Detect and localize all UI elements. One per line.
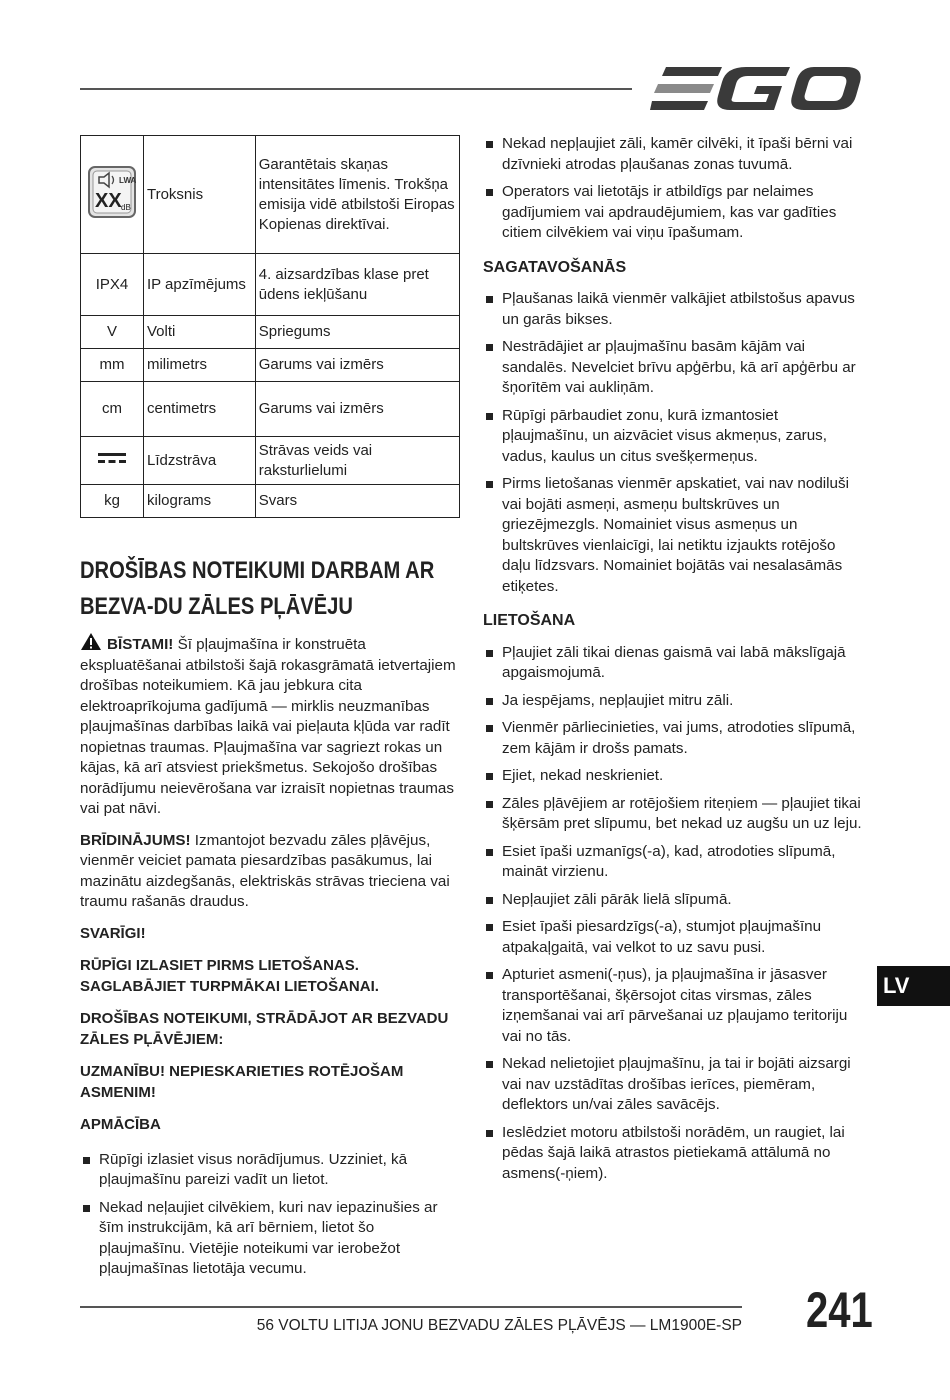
left-column <box>80 632 460 1287</box>
list-item: Rūpīgi pārbaudiet zonu, kurā izmantosiet pļaujmašīnu, un aizvāciet visus akmeņus, zarus, vadus, kaulus un citus svešķermeņus. <box>483 406 868 468</box>
table-row <box>81 485 460 518</box>
page-number: 241 <box>806 1282 873 1338</box>
symbol-name: centimetrs <box>143 382 255 437</box>
symbol-description: Spriegums <box>255 316 459 349</box>
footer-text: 56 VOLTU LITIJA JONU BEZVADU ZĀLES PĻĀVĒJS — LM1900E-SP <box>256 1317 742 1334</box>
general-list <box>483 134 868 244</box>
noise-level-icon <box>87 165 137 219</box>
symbol-cell <box>81 437 144 485</box>
table-row <box>81 316 460 349</box>
list-item: Esiet īpaši uzmanīgs(-a), kad, atrodoties slīpumā, maināt virzienu. <box>483 842 868 883</box>
language-tab: LV <box>877 966 950 1006</box>
list-item: Vienmēr pārliecinieties, vai jums, atrodoties slīpumā, zem kājām ir drošs pamats. <box>483 718 868 759</box>
list-item: Pļaušanas laikā vienmēr valkājiet atbilstošus apavus un garās bikses. <box>483 289 868 330</box>
operation-list <box>483 643 868 1185</box>
training-heading: APMĀCĪBA <box>80 1116 161 1133</box>
section-title: DROŠĪBAS NOTEIKUMI DARBAM AR BEZVA-DU ZĀLES PĻĀVĒJU <box>80 557 435 620</box>
symbol-description: Svars <box>255 485 459 518</box>
list-item: Nestrādājiet ar pļaujmašīnu basām kājām vai sandalēs. Nevelciet brīvu apģērbu, kā arī apģērbu ar šņorītēm vai aukliņām. <box>483 337 868 399</box>
table-row <box>81 254 460 316</box>
warning-text: Izmantojot bezvadu zāles pļāvējus, vienmēr veiciet pamata piesardzības pasākumus, lai mazinātu aizdegšanās, elektriskās strāvas trieciena vai traumu rašanās draudus. <box>80 831 450 910</box>
important-heading: SVARĪGI! <box>80 924 146 942</box>
danger-paragraph <box>80 632 460 820</box>
symbols-table <box>80 135 460 518</box>
symbol-description: 4. aizsardzības klase pret ūdens iekļūšanu <box>255 254 459 316</box>
header-rule <box>80 88 632 90</box>
list-item: Nekad nepļaujiet zāli, kamēr cilvēki, it īpaši bērni vai dzīvnieki atrodas pļaušanas zonas tuvumā. <box>483 134 868 175</box>
symbol-cell: kg <box>81 485 144 518</box>
list-item: Ja iespējams, nepļaujiet mitru zāli. <box>483 691 868 712</box>
list-item: Nekad nelietojiet pļaujmašīnu, ja tai ir bojāti aizsargi vai nav uzstādītas drošības ierīces, piemēram, deflektors un/vai zāles savācējs. <box>483 1054 868 1116</box>
symbol-description: Garantētais skaņas intensitātes līmenis. Trokšņa emisija vidē atbilstoši Eiropas Kopienas direktīvai. <box>255 136 459 254</box>
symbol-name: Troksnis <box>143 136 255 254</box>
symbol-cell: IPX4 <box>81 254 144 316</box>
list-item: Operators vai lietotājs ir atbildīgs par nelaimes gadījumiem vai apdraudējumiem, kas var gadīties citiem cilvēkiem vai viņu īpašumam. <box>483 182 868 244</box>
list-item: Ieslēdziet motoru atbilstoši norādēm, un raugiet, lai pēdas šajā laikā atrastos pietiekamā attālumā no asmens(-ņiem). <box>483 1123 868 1185</box>
svg-text:LWA: LWA <box>118 175 137 185</box>
danger-text: Šī pļaujmašīna ir konstruēta ekspluatēšanai atbilstoši šajā rokasgrāmatā ietvertajiem drošības noteikumiem. Kā jau jebkura cita elektroaprīkojuma gadījumā — mirklis neuzmanības pļaujmašīnas darbības laikā vai pieļauta kļūda var radīt nopietnas traumas. Pļaujmašīna var sagriezt rokas un kājas, kā arī atsviest priekšmetus. Sekojošo drošības norādījumu neievērošana var izraisīt nopietnas traumas vai pat nāvi. <box>80 636 456 817</box>
symbol-name: kilograms <box>143 485 255 518</box>
warning-triangle-icon <box>80 632 102 651</box>
symbol-description: Strāvas veids vai raksturlielumi <box>255 437 459 485</box>
symbol-cell: cm <box>81 382 144 437</box>
svg-text:dB: dB <box>120 202 131 212</box>
direct-current-icon <box>97 451 127 465</box>
list-item: Nekad neļaujiet cilvēkiem, kuri nav iepazinušies ar šīm instrukcijām, kā arī bērniem, lietot šo pļaujmašīnu. Vietējie noteikumi var ierobežot pļaujmašīnas lietotāja vecumu. <box>80 1198 460 1280</box>
list-item: Pļaujiet zāli tikai dienas gaismā vai labā mākslīgajā apgaismojumā. <box>483 643 868 684</box>
ego-logo <box>650 64 862 114</box>
operation-heading: LIETOŠANA <box>483 612 576 629</box>
read-before-heading: RŪPĪGI IZLASIET PIRMS LIETOŠANAS. SAGLABĀJIET TURPMĀKAI LIETOŠANAI. <box>80 957 379 995</box>
symbol-description: Garums vai izmērs <box>255 349 459 382</box>
right-column <box>483 134 868 1191</box>
symbol-cell: mm <box>81 349 144 382</box>
training-list <box>80 1150 460 1280</box>
list-item: Ejiet, nekad neskrieniet. <box>483 766 868 787</box>
symbol-name: Līdzstrāva <box>143 437 255 485</box>
list-item: Nepļaujiet zāli pārāk lielā slīpumā. <box>483 890 868 911</box>
list-item: Esiet īpaši piesardzīgs(-a), stumjot pļaujmašīnu atpakaļgaitā, vai velkot to uz savu pusi. <box>483 917 868 958</box>
svg-text:XX: XX <box>94 189 122 212</box>
preparation-list <box>483 289 868 597</box>
list-item: Rūpīgi izlasiet visus norādījumus. Uzziniet, kā pļaujmašīnu pareizi vadīt un lietot. <box>80 1150 460 1191</box>
symbol-name: milimetrs <box>143 349 255 382</box>
table-row <box>81 437 460 485</box>
danger-label: BĪSTAMI! <box>107 636 174 653</box>
symbol-description: Garums vai izmērs <box>255 382 459 437</box>
safety-rules-heading: DROŠĪBAS NOTEIKUMI, STRĀDĀJOT AR BEZVADU ZĀLES PĻĀVĒJIEM: <box>80 1010 449 1048</box>
symbol-cell <box>81 136 144 254</box>
footer-rule <box>80 1306 742 1308</box>
symbol-name: Volti <box>143 316 255 349</box>
list-item: Pirms lietošanas vienmēr apskatiet, vai nav nodiluši vai bojāti asmeņi, asmeņu bultskrūves un griezējmezgls. Nomainiet visus asmeņus un bultskrūves vienlaicīgi, lai netiktu izjaukts rotējošo daļu līdzsvars. Nomainiet bojātās vai nesalasāmās etiķetes. <box>483 474 868 597</box>
symbol-name: IP apzīmējums <box>143 254 255 316</box>
table-row <box>81 349 460 382</box>
list-item: Zāles pļāvējiem ar rotējošiem riteņiem — pļaujiet tikai šķērsām pret slīpumu, bet nekad uz augšu un uz leju. <box>483 794 868 835</box>
symbol-cell: V <box>81 316 144 349</box>
preparation-heading: SAGATAVOŠANĀS <box>483 258 627 276</box>
caution-blade-heading: UZMANĪBU! NEPIESKARIETIES ROTĒJOŠAM ASMENIM! <box>80 1063 404 1101</box>
warning-label: BRĪDINĀJUMS! <box>80 831 191 849</box>
table-row <box>81 382 460 437</box>
table-row <box>81 136 460 254</box>
list-item: Apturiet asmeni(-ņus), ja pļaujmašīna ir jāsasver transportēšanai, šķērsojot citas virsmas, zāles izņemšanai vai arī pārvešanai uz pļaujamo teritoriju vai no tās. <box>483 965 868 1047</box>
warning-paragraph <box>80 831 460 913</box>
